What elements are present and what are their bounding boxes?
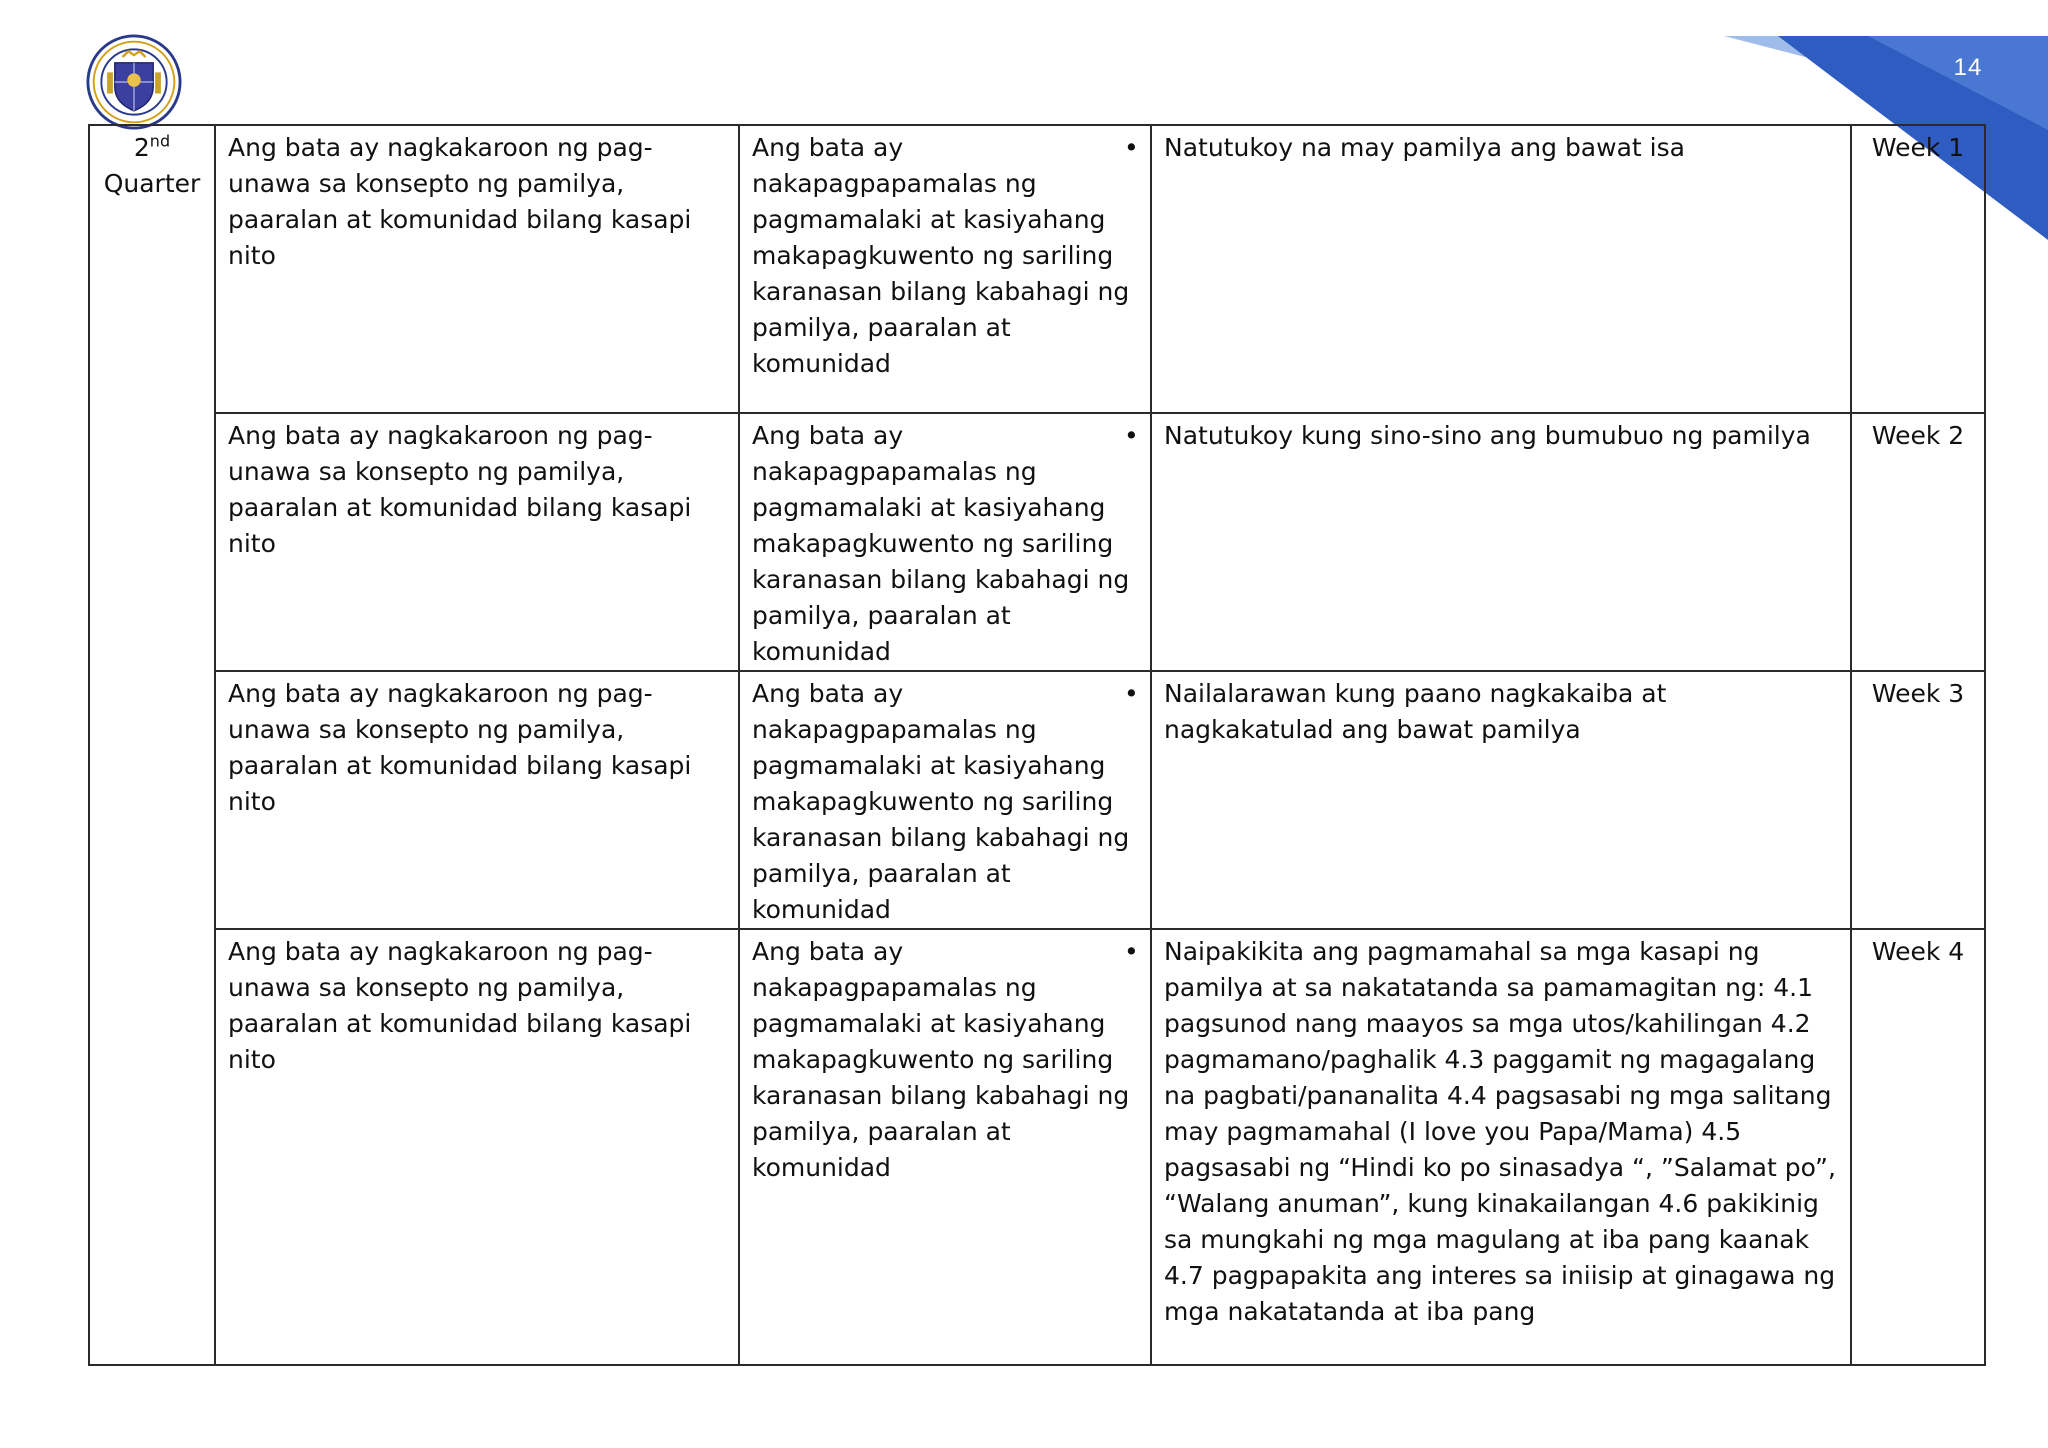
competency-cell [1124,413,1851,671]
table-row [89,929,1985,1365]
page-number: 14 [1953,54,1983,81]
bullet-dot: • [1124,421,1139,450]
competency-bullet-item [1124,934,1838,1330]
week-cell: Week 2 [1851,413,1985,671]
quarter-suffix: nd [149,131,171,151]
performance-standard-cell: Ang bata ay nakapagpapamalas ng pagmamalaki at kasiyahang makapagkuwento ng sariling karanasan bilang kabahagi ng pamilya, paaralan at komunidad [739,671,1151,929]
content-standard-cell: Ang bata ay nagkakaroon ng pag-unawa sa konsepto ng pamilya, paaralan at komunidad bilang kasapi nito [215,671,739,929]
competency-bullet-item [1124,676,1838,748]
table-row [89,413,1985,671]
bullet-dot: • [1124,937,1139,966]
quarter-word: Quarter [103,169,201,198]
competency-cell [1124,929,1851,1365]
bullet-dot: • [1124,133,1139,162]
competency-text: Naipakikita ang pagmamahal sa mga kasapi ng pamilya at sa nakatatanda sa pamamagitan ng: 4.1 pagsunod nang maayos sa mga utos/kahilingan 4.2 pagmamano/paghalik 4.3 paggamit ng magagalang na pagbati/pananalita 4.4 pagsasabi ng mga salitang may pagmamahal (I love you Papa/Mama) 4.5 pagsasabi ng “Hindi ko po sinasadya “, ”Salamat po”, “Walang anuman”, kung kinakailangan 4.6 pakikinig sa mungkahi ng mga magulang at iba pang kaanak 4.7 pagpapakita ang interes sa iniisip at ginagawa ng mga nakatatanda at iba pang [1164,937,1836,1326]
competency-cell [1124,671,1851,929]
quarter-label [104,130,201,202]
quarter-ordinal: 2 [133,133,150,162]
content-standard-cell: Ang bata ay nagkakaroon ng pag-unawa sa konsepto ng pamilya, paaralan at komunidad bilang kasapi nito [215,125,739,413]
competency-text: Natutukoy na may pamilya ang bawat isa [1164,133,1685,162]
competency-bullet-item [1124,418,1838,454]
performance-standard-cell: Ang bata ay nakapagpapamalas ng pagmamalaki at kasiyahang makapagkuwento ng sariling karanasan bilang kabahagi ng pamilya, paaralan at komunidad [739,929,1151,1365]
week-cell: Week 1 [1851,125,1985,413]
content-standard-cell: Ang bata ay nagkakaroon ng pag-unawa sa konsepto ng pamilya, paaralan at komunidad bilang kasapi nito [215,413,739,671]
week-cell: Week 3 [1851,671,1985,929]
performance-standard-cell: Ang bata ay nakapagpapamalas ng pagmamalaki at kasiyahang makapagkuwento ng sariling karanasan bilang kabahagi ng pamilya, paaralan at komunidad [739,125,1151,413]
curriculum-table [88,124,1986,1366]
table-row [89,125,1985,413]
competency-bullet-item [1124,130,1838,166]
competency-text: Nailalarawan kung paano nagkakaiba at nagkakatulad ang bawat pamilya [1164,679,1667,744]
deped-seal-icon [86,34,182,130]
content-standard-cell: Ang bata ay nagkakaroon ng pag-unawa sa konsepto ng pamilya, paaralan at komunidad bilang kasapi nito [215,929,739,1365]
week-cell: Week 4 [1851,929,1985,1365]
competency-text: Natutukoy kung sino-sino ang bumubuo ng pamilya [1164,421,1811,450]
performance-standard-cell: Ang bata ay nakapagpapamalas ng pagmamalaki at kasiyahang makapagkuwento ng sariling karanasan bilang kabahagi ng pamilya, paaralan at komunidad [739,413,1151,671]
quarter-cell [89,125,215,1365]
bullet-dot: • [1124,679,1139,708]
competency-cell [1124,125,1851,413]
table-row [89,671,1985,929]
